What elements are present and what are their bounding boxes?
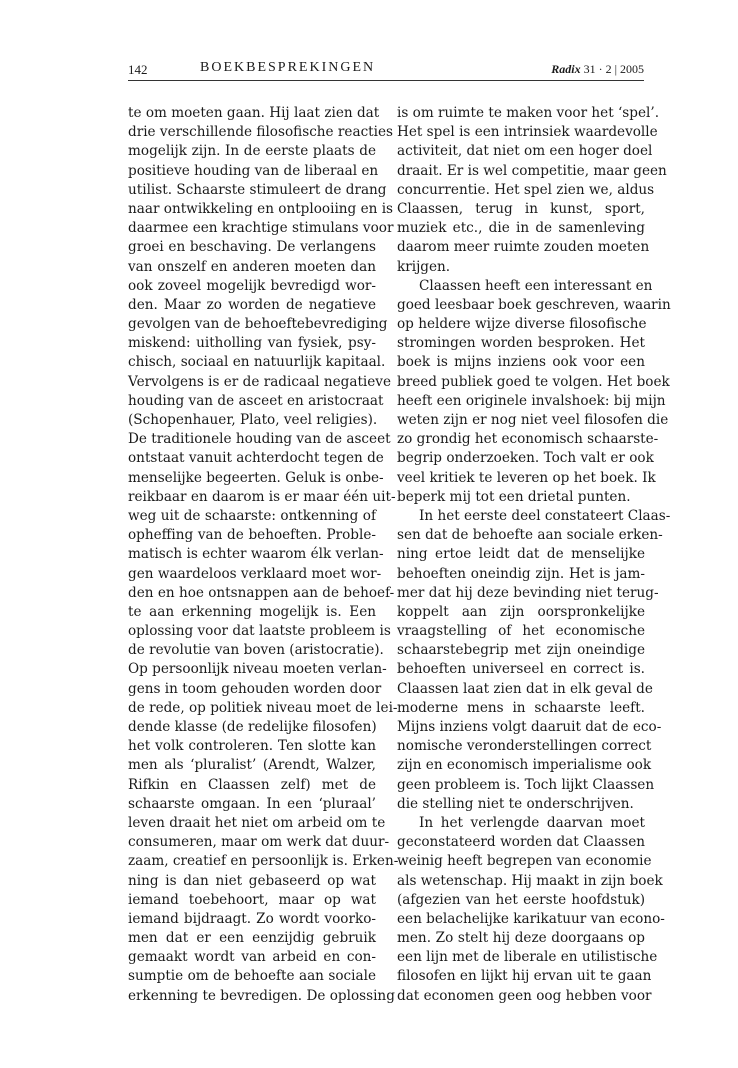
text-line: stromingen worden besproken. Het [397, 335, 645, 352]
text-line: filosofen en lijkt hij ervan uit te gaan [397, 968, 652, 985]
text-line: (Schopenhauer, Plato, veel religies). [128, 412, 378, 428]
running-header [128, 58, 644, 81]
page-number: 142 [128, 62, 148, 77]
text-line: gemaakt wordt van arbeid en con- [128, 949, 376, 966]
text-line: Op persoonlijk niveau moeten verlan- [128, 661, 387, 678]
text-line: Rifkin en Claassen zelf) met de [128, 776, 376, 793]
text-line: miskend: uitholling van fysiek, psy- [128, 335, 376, 352]
journal-issue: 31 · 2 | 2005 [583, 62, 644, 76]
text-line: een belachelijke karikatuur van econo- [397, 910, 665, 927]
text-line: Claassen laat zien dat in elk geval de [397, 680, 653, 697]
text-line: daarom meer ruimte zouden moeten [397, 239, 650, 256]
text-line: zo grondig het economisch schaarste- [397, 431, 659, 448]
journal-name: Radix [551, 62, 581, 76]
text-line: opheffing van de behoeften. Proble- [128, 527, 376, 544]
text-line: gens in toom gehouden worden door [128, 680, 382, 697]
text-line: utilist. Schaarste stimuleert de drang [128, 181, 387, 198]
text-line: ook zoveel mogelijk bevredigd wor- [128, 277, 376, 294]
text-line: sumptie om de behoefte aan sociale [128, 968, 376, 985]
text-line: den en hoe ontsnappen aan de behoef- [128, 584, 395, 601]
text-line: nomische veronderstellingen correct [397, 738, 652, 755]
text-line: reikbaar en daarom is er maar één uit- [128, 488, 396, 505]
text-line: ning is dan niet gebaseerd op wat [128, 872, 376, 889]
text-line: drie verschillende filosofische reacties [128, 124, 394, 141]
text-line: zijn en economisch imperialisme ook [397, 757, 652, 774]
text-line: goed leesbaar boek geschreven, waarin [397, 296, 671, 313]
text-line: iemand toebehoort, maar op wat [128, 891, 376, 908]
text-line: concurrentie. Het spel zien we, aldus [397, 181, 655, 198]
text-line: In het verlengde daarvan moet [419, 814, 645, 831]
text-line: men. Zo stelt hij deze doorgaans op [397, 930, 645, 947]
text-line: de revolutie van boven (aristocratie). [128, 642, 384, 659]
text-line: Mijns inziens volgt daaruit dat de eco- [397, 719, 662, 735]
text-line: (afgezien van het eerste hoofdstuk) [397, 891, 645, 908]
text-line: iemand bijdraagt. Zo wordt voorko- [128, 910, 376, 927]
text-line: muziek etc., die in de samenleving [397, 220, 645, 237]
text-line: ning ertoe leidt dat de menselijke [397, 546, 645, 563]
text-line: vraagstelling of het economische [397, 623, 645, 640]
text-line: behoeften oneindig zijn. Het is jam- [397, 565, 645, 582]
text-line: weten zijn er nog niet veel filosofen die [397, 412, 669, 428]
text-line: activiteit, dat niet om een hoger doel [397, 143, 653, 160]
text-line: menselijke begeerten. Geluk is onbe- [128, 469, 384, 486]
text-line: als wetenschap. Hij maakt in zijn boek [397, 872, 663, 889]
text-line: breed publiek goed te volgen. Het boek [397, 373, 670, 390]
text-line: heeft een originele invalshoek: bij mijn [397, 392, 666, 409]
text-line: mogelijk zijn. In de eerste plaats de [128, 143, 376, 160]
text-line: behoeften universeel en correct is. [397, 661, 645, 678]
text-line: krijgen. [397, 258, 451, 275]
text-line: mer dat hij deze bevinding niet terug- [397, 584, 659, 601]
text-line: is om ruimte te maken voor het ‘spel’. [397, 105, 660, 121]
text-line: zaam, creatief en persoonlijk is. Erken- [128, 853, 399, 870]
journal-reference [551, 62, 644, 77]
running-title: BOEKBESPREKINGEN [200, 60, 376, 75]
text-line: ontstaat vanuit achterdocht tegen de [128, 450, 384, 467]
text-line: naar ontwikkeling en ontplooiing en is [128, 200, 394, 217]
text-line: boek is mijns inziens ook voor een [397, 354, 645, 371]
text-line: Claassen, terug in kunst, sport, [397, 200, 645, 217]
text-line: te aan erkenning mogelijk is. Een [128, 603, 376, 620]
text-line: van onszelf en anderen moeten dan [128, 258, 376, 275]
text-line: schaarstebegrip met zijn oneindige [397, 642, 645, 659]
text-line: houding van de asceet en aristocraat [128, 392, 384, 409]
text-line: weinig heeft begrepen van economie [397, 853, 652, 870]
text-line: chisch, sociaal en natuurlijk kapitaal. [128, 354, 386, 371]
text-line: Vervolgens is er de radicaal negatieve [128, 373, 392, 390]
text-line: de rede, op politiek niveau moet de lei- [128, 699, 398, 716]
text-line: Het spel is een intrinsiek waardevolle [397, 124, 658, 141]
text-line: dat economen geen oog hebben voor [397, 987, 652, 1004]
text-line: schaarste omgaan. In een ‘pluraal’ [128, 795, 376, 812]
text-line: geconstateerd worden dat Claassen [397, 834, 645, 851]
text-line: veel kritiek te leveren op het boek. Ik [397, 469, 656, 486]
text-line: consumeren, maar om werk dat duur- [128, 834, 390, 851]
text-line: weg uit de schaarste: ontkenning of [128, 507, 376, 524]
text-line: moderne mens in schaarste leeft. [397, 699, 645, 716]
right-column [397, 104, 671, 1006]
text-line: matisch is echter waarom élk verlan- [128, 546, 384, 563]
text-line: beperk mij tot een drietal punten. [397, 488, 631, 505]
text-line: De traditionele houding van de asceet [128, 431, 391, 448]
text-line: leven draait het niet om arbeid om te [128, 814, 386, 831]
text-line: dende klasse (de redelijke filosofen) [128, 719, 377, 735]
text-line: den. Maar zo worden de negatieve [128, 296, 376, 313]
text-line: een lijn met de liberale en utilistische [397, 949, 658, 966]
text-line: erkenning te bevredigen. De oplossing [128, 987, 395, 1004]
text-line: koppelt aan zijn oorspronkelijke [397, 603, 645, 620]
text-line: oplossing voor dat laatste probleem is [128, 623, 391, 640]
text-line: het volk controleren. Ten slotte kan [128, 738, 376, 755]
text-line: begrip onderzoeken. Toch valt er ook [397, 450, 654, 467]
text-line: gen waardeloos verklaard moet wor- [128, 565, 382, 582]
text-line: men dat er een eenzijdig gebruik [128, 930, 376, 947]
text-line: groei en beschaving. De verlangens [128, 239, 376, 256]
text-line: draait. Er is wel competitie, maar geen [397, 162, 667, 179]
text-line: daarmee een krachtige stimulans voor [128, 220, 394, 237]
text-line: gevolgen van de behoeftebevrediging [128, 316, 388, 333]
text-line: die stelling niet te onderschrijven. [397, 795, 634, 812]
text-line: te om moeten gaan. Hij laat zien dat [128, 105, 380, 121]
text-line: positieve houding van de liberaal en [128, 162, 379, 179]
text-line: geen probleem is. Toch lijkt Claassen [397, 776, 655, 793]
text-line: Claassen heeft een interessant en [419, 277, 653, 294]
text-line: men als ‘pluralist’ (Arendt, Walzer, [128, 757, 376, 774]
text-line: sen dat de behoefte aan sociale erken- [397, 527, 663, 544]
left-column [128, 104, 399, 1006]
text-line: In het eerste deel constateert Claas- [419, 507, 671, 524]
text-line: op heldere wijze diverse filosofische [397, 316, 647, 333]
